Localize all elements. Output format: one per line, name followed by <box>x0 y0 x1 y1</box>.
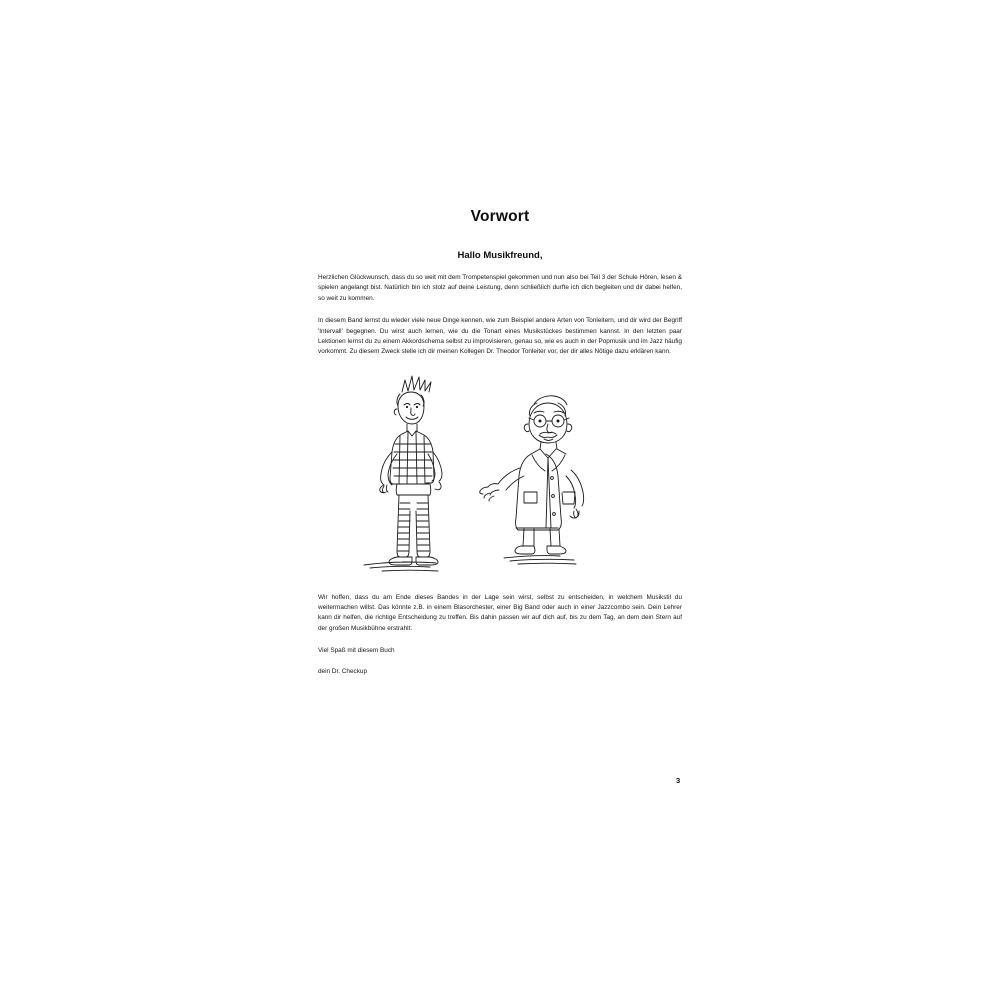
greeting-heading: Hallo Musikfreund, <box>457 250 543 261</box>
paragraph-1: Herzlichen Glückwunsch, dass du so weit mit dem Trompetenspiel gekommen und nun also bei Teil 3 der Schule Hören, lesen & spielen angelangt bist. Natürlich bin ich stolz auf deine Leistung, denn schließlich durfte ich dich begleiten und dir dabei helfen, so weit zu kommen. <box>318 274 682 302</box>
closing-line: Viel Spaß mit diesem Buch <box>318 647 395 655</box>
character-tall-man <box>364 376 442 571</box>
page-content <box>318 208 682 677</box>
character-doctor <box>480 395 584 563</box>
page-title: Vorwort <box>470 208 530 225</box>
page-number: 3 <box>676 776 681 785</box>
paragraph-3: Wir hoffen, dass du am Ende dieses Bandes in der Lage sein wirst, selbst zu entscheiden, in welchem Musikstil du weitermachen willst. Das könnte z.B. in einem Blasorchester, einer Big Band oder auch in einer Jazzcombo sein. Dein Lehrer kann dir helfen, die richtige Entscheidung zu treffen. Bis dahin passen wir auf dich auf, bis zu dem Tag, an dem dein Stern auf der großen Musikbühne erstrahlt. <box>318 593 682 632</box>
illustration-two-characters <box>318 372 682 577</box>
paragraph-2: In diesem Band lernst du wieder viele neue Dinge kennen, wie zum Beispiel andere Arten von Tonleitern, und dir wird der Begriff 'Intervall' begegnen. Du wirst auch lernen, wie du die Tonart eines Musikstückes bestimmen kannst. In den letzten paar Lektionen lernst du zu einem Akkordschema selbst zu improvisieren, genau so, wie es auch in der Popmusik und im Jazz häufig vorkommt. Zu diesem Zweck stelle ich dir meinen Kollegen Dr. Theodor Tonleiter vor, der dir alles Nötige dazu erklären kann. <box>318 317 682 356</box>
signature-line: dein Dr. Checkup <box>318 667 368 675</box>
